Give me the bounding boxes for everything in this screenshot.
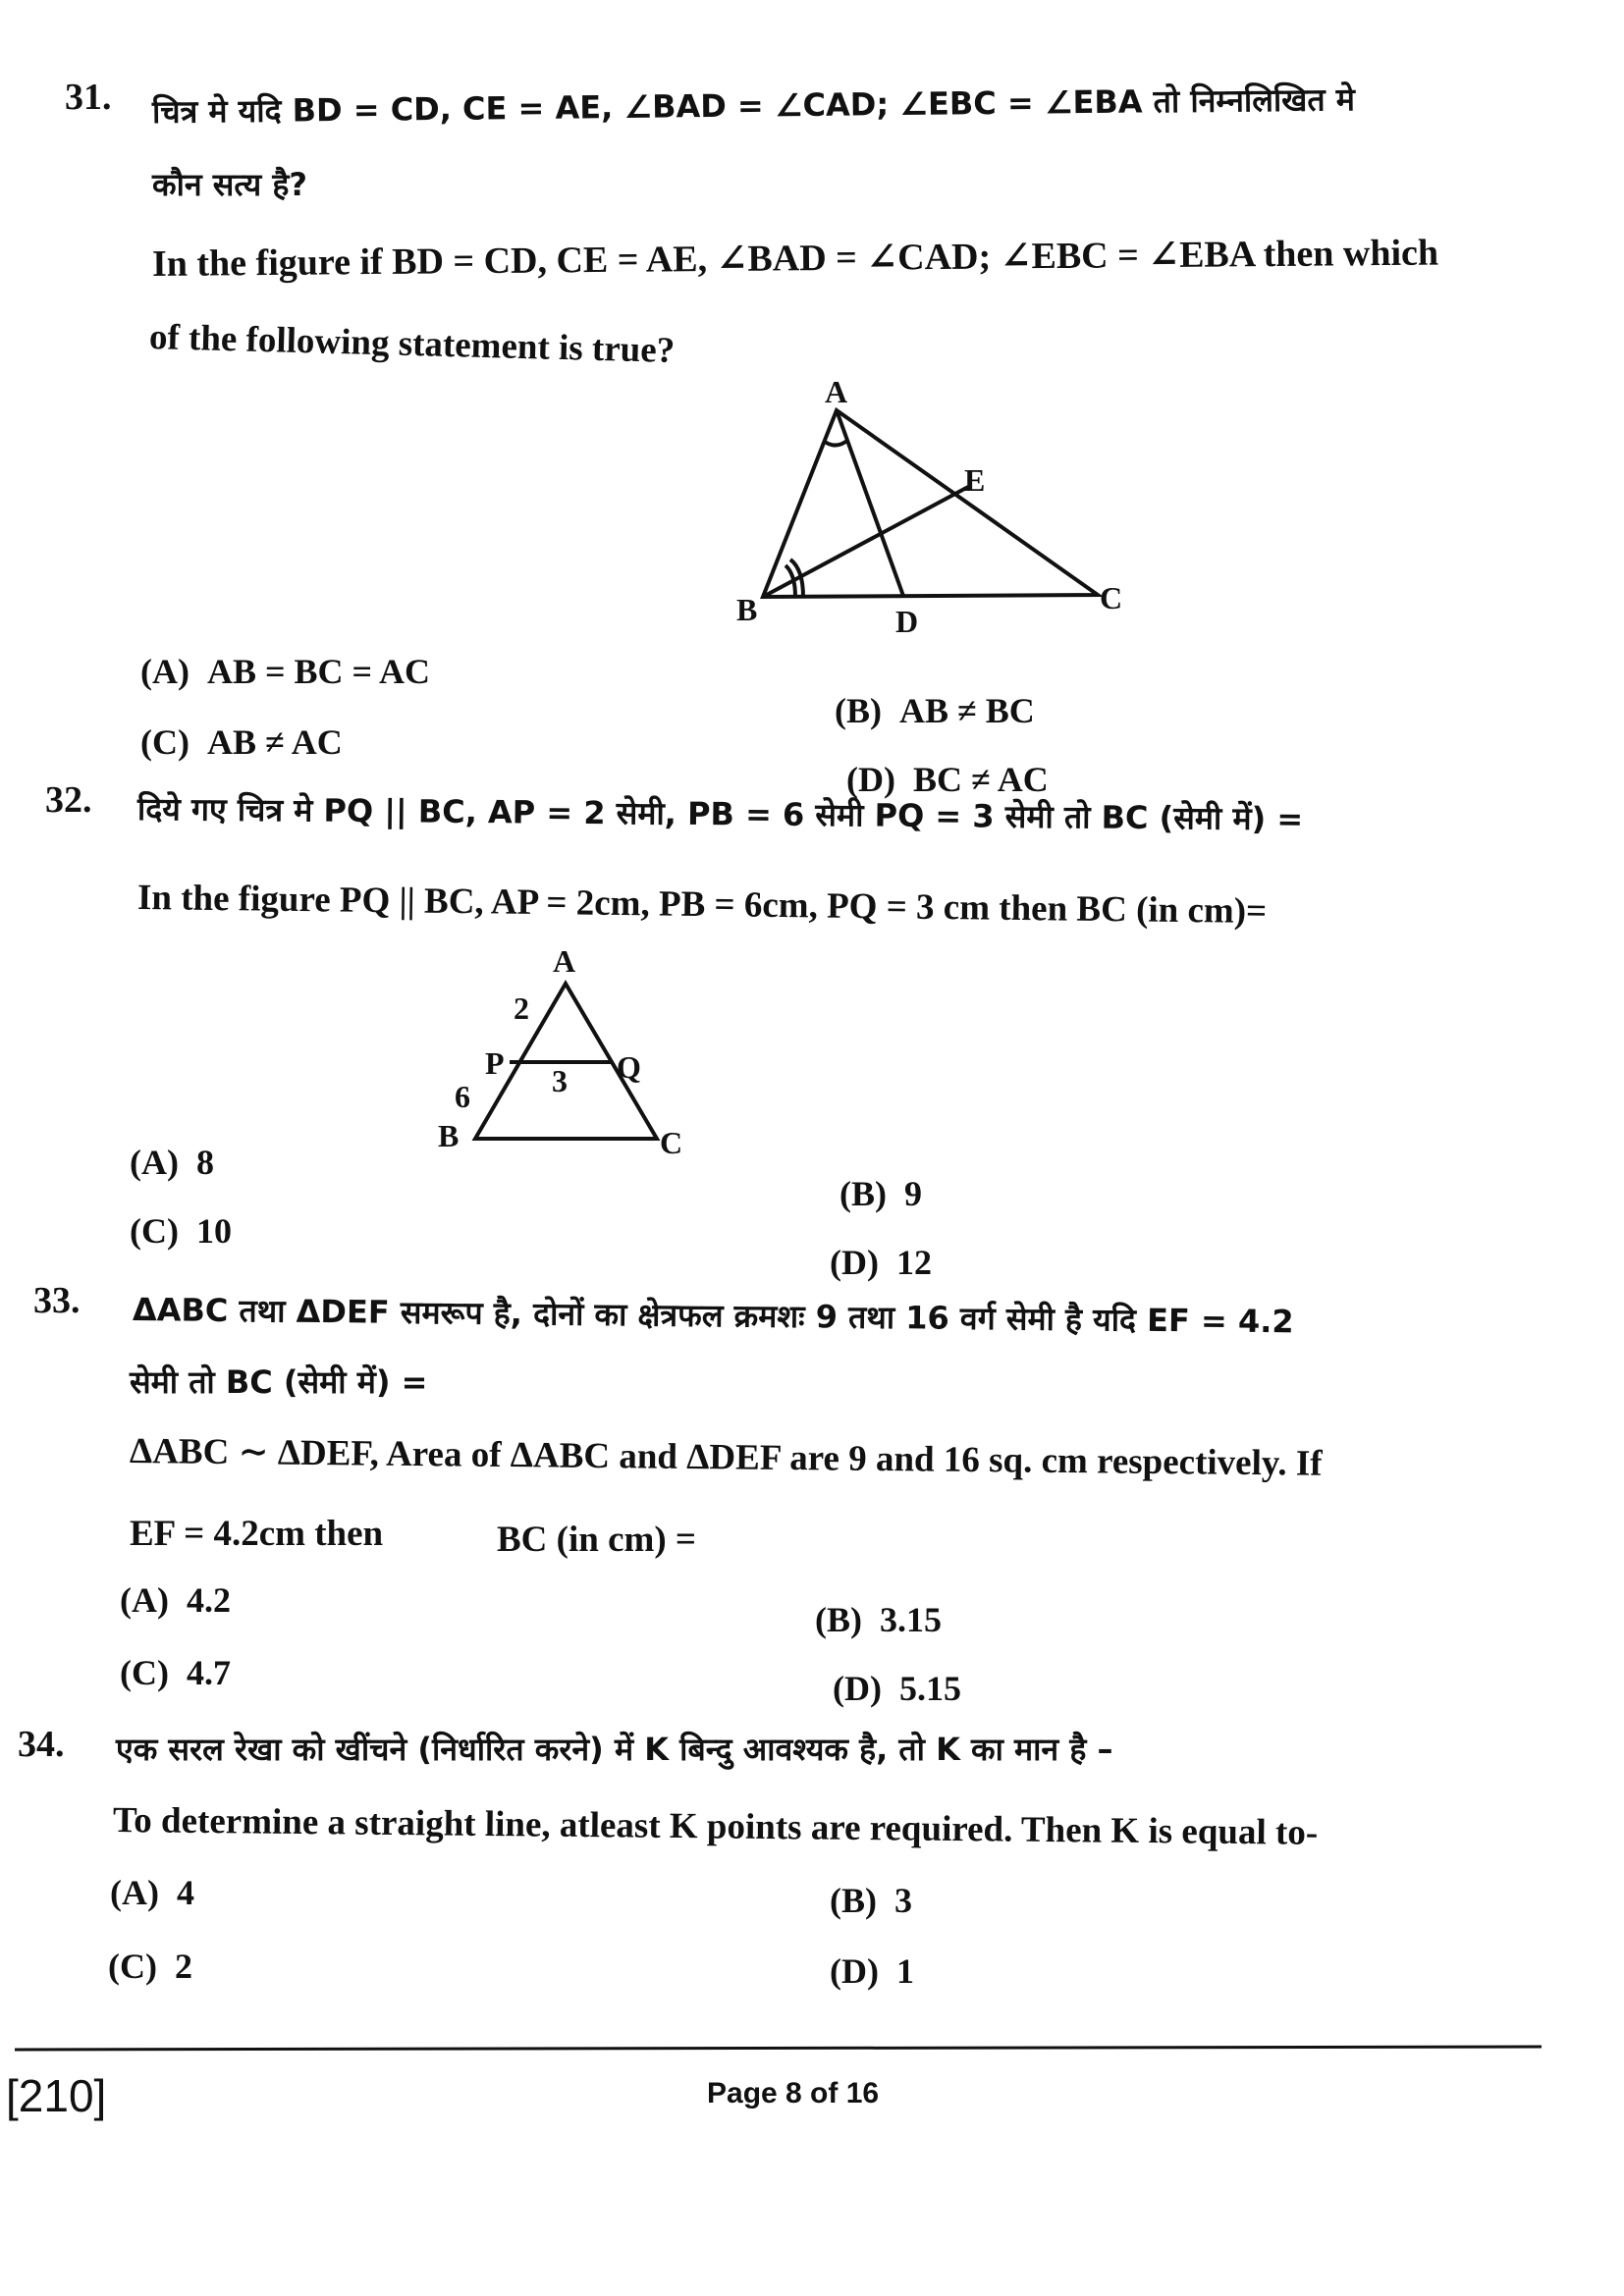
segment-label: 2 bbox=[514, 990, 529, 1026]
triangle-abc-figure-q31 bbox=[763, 410, 1098, 597]
option-text: 3 bbox=[894, 1881, 912, 1920]
option-b[interactable] bbox=[839, 1176, 922, 1211]
question-text-english: In the figure PQ || BC, AP = 2cm, PB = 6cm, PQ = 3 cm then BC (in cm)= bbox=[136, 878, 1268, 933]
question-text-hindi: चित्र मे यदि BD = CD, CE = AE, ∠BAD = ∠CAD; ∠EBC = ∠EBA तो निम्नलिखित मे bbox=[151, 80, 1356, 131]
option-label: (B) bbox=[839, 1174, 887, 1213]
vertex-label: B bbox=[736, 592, 758, 627]
option-a[interactable] bbox=[110, 1875, 194, 1910]
option-text: BC ≠ AC bbox=[912, 760, 1049, 799]
option-c[interactable] bbox=[140, 724, 343, 760]
option-label: (B) bbox=[815, 1600, 862, 1639]
segment-label: 6 bbox=[455, 1079, 470, 1114]
vertex-label: C bbox=[1100, 580, 1123, 615]
option-label: (C) bbox=[130, 1211, 179, 1251]
option-d[interactable] bbox=[833, 1671, 961, 1706]
footer-divider bbox=[15, 2047, 1542, 2050]
option-label: (A) bbox=[120, 1580, 169, 1620]
vertex-label: D bbox=[895, 604, 919, 639]
vertex-label: Q bbox=[617, 1049, 641, 1085]
question-text-english: of the following statement is true? bbox=[148, 317, 676, 372]
page-number: Page 8 of 16 bbox=[707, 2077, 880, 2109]
option-d[interactable] bbox=[846, 762, 1049, 797]
segment-label: 3 bbox=[552, 1063, 568, 1098]
option-a[interactable] bbox=[120, 1582, 231, 1618]
option-text: 4.7 bbox=[186, 1653, 231, 1692]
option-b[interactable] bbox=[815, 1602, 942, 1637]
option-text: 10 bbox=[195, 1211, 232, 1251]
vertex-label: A bbox=[553, 943, 576, 979]
vertex-label: P bbox=[485, 1045, 505, 1081]
option-text: 4.2 bbox=[186, 1580, 231, 1620]
option-text: AB ≠ BC bbox=[899, 691, 1035, 730]
option-text: 3.15 bbox=[880, 1600, 942, 1639]
question-number: 34. bbox=[18, 1724, 65, 1765]
vertex-label: C bbox=[660, 1125, 683, 1160]
vertex-label: E bbox=[964, 462, 986, 498]
option-label: (D) bbox=[830, 1951, 879, 1991]
question-text-hindi: सेमी तो BC (सेमी में) = bbox=[130, 1363, 428, 1401]
question-text-hindi: ΔABC तथा ΔDEF समरूप है, दोनों का क्षेत्रफल क्रमशः 9 तथा 16 वर्ग सेमी है यदि EF = 4.2 bbox=[132, 1291, 1294, 1341]
option-label: (D) bbox=[830, 1243, 879, 1282]
question-text-english: EF = 4.2cm then bbox=[130, 1514, 384, 1554]
option-label: (D) bbox=[833, 1669, 882, 1708]
option-text: 8 bbox=[195, 1143, 214, 1182]
option-a[interactable] bbox=[130, 1145, 214, 1180]
option-label: (A) bbox=[140, 652, 189, 691]
option-label: (A) bbox=[130, 1143, 179, 1182]
option-label: (D) bbox=[846, 760, 895, 799]
option-a[interactable] bbox=[140, 654, 430, 689]
question-text-english: BC (in cm) = bbox=[497, 1520, 696, 1560]
option-label: (C) bbox=[108, 1947, 157, 1986]
question-number: 31. bbox=[65, 77, 112, 118]
option-b[interactable] bbox=[835, 693, 1035, 728]
option-text: 1 bbox=[895, 1951, 914, 1991]
option-text: 9 bbox=[904, 1174, 922, 1213]
question-text-english: In the figure if BD = CD, CE = AE, ∠BAD = ∠CAD; ∠EBC = ∠EBA then which bbox=[151, 232, 1439, 285]
option-text: 12 bbox=[895, 1243, 932, 1282]
option-c[interactable] bbox=[108, 1949, 192, 1984]
option-c[interactable] bbox=[120, 1655, 231, 1690]
option-text: 2 bbox=[174, 1947, 192, 1986]
question-text-hindi: कौन सत्य है? bbox=[152, 166, 307, 203]
option-label: (C) bbox=[120, 1653, 169, 1692]
option-label: (B) bbox=[830, 1881, 877, 1920]
option-b[interactable] bbox=[830, 1883, 912, 1918]
option-d[interactable] bbox=[830, 1245, 932, 1280]
option-text: AB ≠ AC bbox=[206, 722, 343, 762]
option-label: (A) bbox=[110, 1873, 159, 1912]
option-text: 5.15 bbox=[898, 1669, 961, 1708]
vertex-label: A bbox=[825, 374, 848, 409]
question-number: 32. bbox=[45, 779, 92, 821]
question-number: 33. bbox=[33, 1280, 81, 1321]
option-label: (B) bbox=[835, 691, 882, 730]
question-text-hindi: एक सरल रेखा को खींचने (निर्धारित करने) में K बिन्दु आवश्यक है, तो K का मान है – bbox=[116, 1731, 1113, 1768]
question-text-hindi: दिये गए चित्र मे PQ || BC, AP = 2 सेमी, PB = 6 सेमी PQ = 3 सेमी तो BC (सेमी में) = bbox=[136, 790, 1304, 838]
option-text: 4 bbox=[176, 1873, 194, 1912]
question-text-english: ΔABC ∼ ΔDEF, Area of ΔABC and ΔDEF are 9 and 16 sq. cm respectively. If bbox=[129, 1431, 1323, 1484]
paper-code: [210] bbox=[6, 2070, 107, 2121]
option-text: AB = BC = AC bbox=[206, 652, 431, 691]
question-text-english: To determine a straight line, atleast K points are required. Then K is equal to- bbox=[112, 1800, 1319, 1853]
vertex-label: B bbox=[438, 1118, 460, 1153]
option-label: (C) bbox=[140, 722, 189, 762]
option-c[interactable] bbox=[130, 1213, 232, 1249]
option-d[interactable] bbox=[830, 1953, 914, 1989]
